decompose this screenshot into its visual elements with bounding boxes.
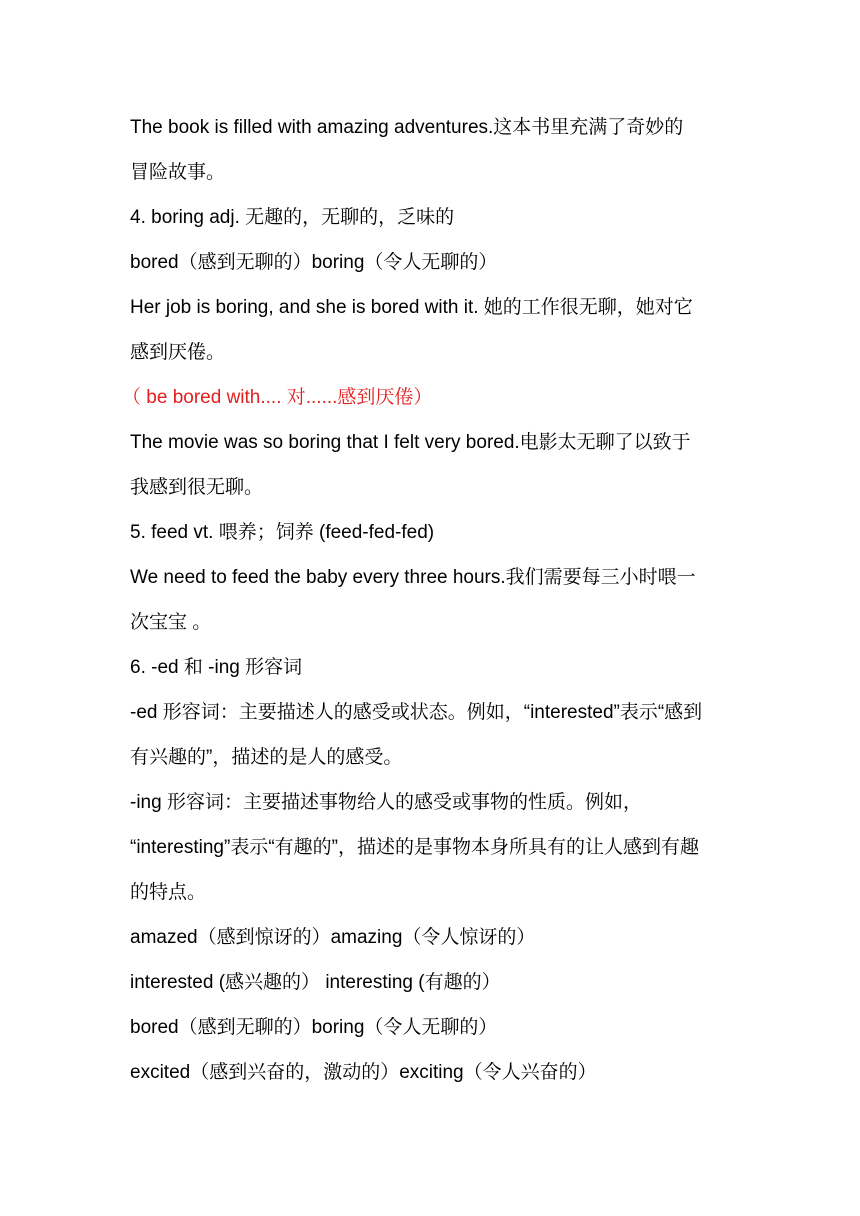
example-sentence-movie-cont: 我感到很无聊。: [130, 477, 264, 498]
ing-adjective-explanation-end: 的特点。: [130, 882, 207, 903]
example-sentence-amazing: The book is filled with amazing adventures.这本书里充满了奇妙的: [130, 117, 684, 138]
ed-adjective-explanation: -ed 形容词：主要描述人的感受或状态。例如，“interested”表示“感到: [130, 702, 703, 723]
document-body: [122, 105, 740, 1095]
section-heading-ed-ing: 6. -ed 和 -ing 形容词: [130, 657, 303, 678]
vocab-pair-interested-interesting: interested (感兴趣的） interesting (有趣的）: [130, 972, 501, 993]
ed-adjective-explanation-cont: 有兴趣的”，描述的是人的感受。: [130, 747, 403, 768]
example-sentence-movie: The movie was so boring that I felt very bored.电影太无聊了以致于: [130, 432, 691, 453]
example-sentence-job-cont: 感到厌倦。: [130, 342, 226, 363]
vocab-pair-bored-boring-2: bored（感到无聊的）boring（令人无聊的）: [130, 1017, 498, 1038]
vocab-heading-boring: 4. boring adj. 无趣的，无聊的，乏味的: [130, 207, 455, 228]
example-sentence-job: Her job is boring, and she is bored with it. 她的工作很无聊，她对它: [130, 297, 693, 318]
example-sentence-feed: We need to feed the baby every three hours.我们需要每三小时喂一: [130, 567, 696, 588]
vocab-pair-amazed-amazing: amazed（感到惊讶的）amazing（令人惊讶的）: [130, 927, 536, 948]
phrase-note-bored-with: （ be bored with.... 对......感到厌倦）: [122, 387, 433, 408]
ing-adjective-explanation-cont: “interesting”表示“有趣的”，描述的是事物本身所具有的让人感到有趣: [130, 837, 699, 858]
vocab-pair-bored-boring: bored（感到无聊的）boring（令人无聊的）: [130, 252, 498, 273]
example-sentence-feed-cont: 次宝宝 。: [130, 612, 212, 633]
vocab-heading-feed: 5. feed vt. 喂养；饲养 (feed-fed-fed): [130, 522, 435, 543]
example-sentence-amazing-cont: 冒险故事。: [130, 162, 226, 183]
ing-adjective-explanation: -ing 形容词：主要描述事物给人的感受或事物的性质。例如，: [130, 792, 642, 813]
vocab-pair-excited-exciting: excited（感到兴奋的，激动的）exciting（令人兴奋的）: [130, 1062, 597, 1083]
